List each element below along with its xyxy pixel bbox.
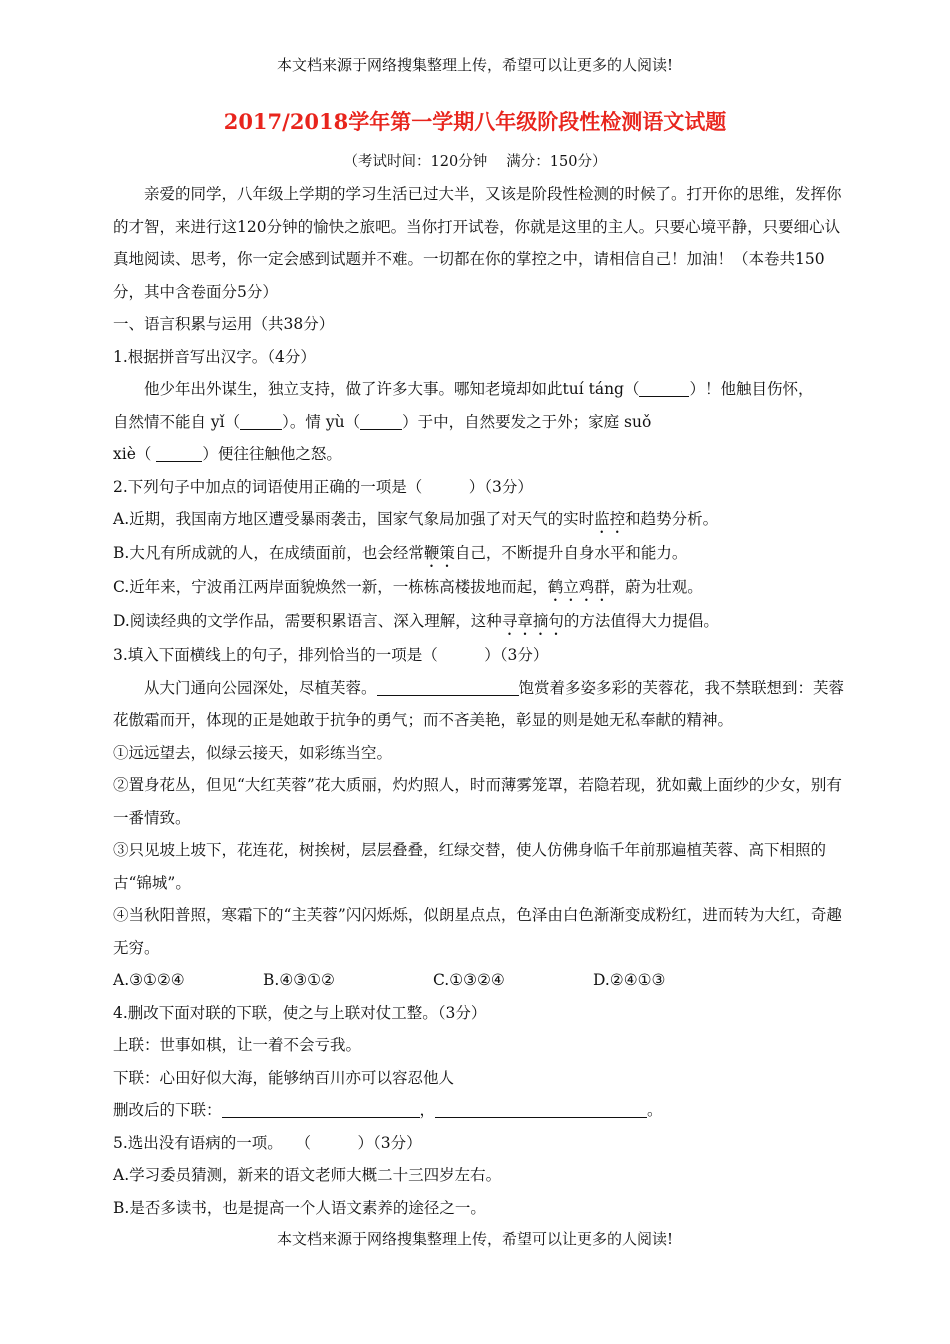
dotted-word: 鞭策 (423, 544, 455, 562)
q3-option-b[interactable]: B.④③①② (263, 971, 335, 989)
q2-text: B.大凡有所成就的人，在成绩面前，也会经常 (113, 544, 424, 562)
intro-paragraph: 亲爱的同学，八年级上学期的学习生活已过大半，又该是阶段性检测的时候了。打开你的思维，发挥你的才智，来进行这120分钟的愉快之旅吧。当你打开试卷，你就是这里的主人。只要心境平静，只要细心认真地阅读、思考，你一定会感到试题并不难。一切都在你的掌控之中，请相信自己！加油！（本卷共150分，其中含卷面分5分） (113, 185, 842, 301)
dotted-word: 鹤立鸡群 (547, 578, 610, 596)
q1-text: ）！他触目伤怀， (689, 380, 814, 398)
q3-passage (113, 672, 845, 737)
q5-option-a: A.学习委员猜测，新来的语文老师大概二十三四岁左右。 (113, 1166, 502, 1184)
q4-upper-couplet: 上联：世事如棋，让一着不会亏我。 (113, 1036, 362, 1054)
q4-punct: ， (419, 1101, 436, 1119)
q3-sentence-2: ②置身花丛，但见“大红芙蓉”花大质丽，灼灼照人，时而薄雾笼罩，若隐若现，犹如戴上面纱的少女，别有一番情致。 (113, 776, 842, 827)
q1-line-1 (113, 373, 845, 406)
q3-stem: 3.填入下面横线上的句子，排列恰当的一项是（ ）（3分） (113, 646, 549, 664)
page-header: 本文档来源于网络搜集整理上传，希望可以让更多的人阅读! (276, 56, 674, 74)
q2-option-a (113, 503, 845, 537)
dotted-word: 监控 (594, 510, 626, 528)
q4-punct: 。 (647, 1101, 663, 1119)
q1-stem: 1.根据拼音写出汉字。（4分） (113, 347, 316, 366)
q4-revised-line (113, 1094, 845, 1127)
q3-option-d[interactable]: D.②④①③ (593, 971, 666, 989)
q1-text: 他少年出外谋生，独立支持，做了许多大事。哪知老境却如此tuí táng（ (144, 380, 640, 398)
q1-line-3 (113, 438, 845, 471)
q2-option-d (113, 605, 845, 639)
q3-sentence-1: ①远远望去，似绿云接天，如彩练当空。 (113, 743, 393, 762)
q1-blank-1[interactable] (639, 378, 689, 397)
q1-text: ）便往往触他之怒。 (202, 445, 342, 463)
page-footer: 本文档来源于网络搜集整理上传，希望可以让更多的人阅读! (276, 1230, 674, 1248)
q3-text: 从大门通向公园深处，尽植芙蓉。 (144, 678, 377, 697)
q1-blank-3[interactable] (360, 411, 402, 430)
q1-line-2 (113, 406, 845, 439)
q2-text: 和趋势分析。 (625, 510, 719, 528)
q4-answer-blank-2[interactable] (435, 1099, 647, 1118)
q4-lower-couplet: 下联：心田好似大海，能够纳百川亦可以容忍他人 (113, 1068, 455, 1087)
section-heading: 一、语言积累与运用（共38分） (113, 315, 335, 333)
q1-text: xiè（ (113, 445, 157, 463)
q2-text: 的方法值得大力提倡。 (563, 612, 719, 630)
q2-text: 自己，不断提升自身水平和能力。 (454, 544, 688, 562)
q4-answer-blank-1[interactable] (222, 1099, 420, 1118)
exam-subtitle: （考试时间：120分钟 满分：150分） (343, 154, 607, 170)
q1-text: 自然情不能自 yǐ（ (113, 412, 241, 431)
q3-answer-blank[interactable] (377, 677, 519, 696)
q2-stem: 2.下列句子中加点的词语使用正确的一项是（ ）（3分） (113, 477, 533, 496)
q3-option-c[interactable]: C.①③②④ (433, 971, 505, 989)
q2-option-b (113, 537, 845, 571)
q1-blank-2[interactable] (240, 411, 282, 430)
q5-option-b: B.是否多读书，也是提高一个人语文素养的途径之一。 (113, 1198, 486, 1217)
q2-text: ，蔚为壮观。 (609, 578, 703, 596)
q1-text: ）。情 yù（ (282, 412, 361, 431)
q2-option-c (113, 571, 845, 605)
q3-sentence-3: ③只见坡上坡下，花连花，树挨树，层层叠叠，红绿交替，使人仿佛身临千年前那遍植芙蓉、高下相照的古“锦城”。 (113, 841, 827, 892)
q4-label: 删改后的下联： (113, 1101, 222, 1119)
q3-sentence-4: ④当秋阳普照，寒霜下的“主芙蓉”闪闪烁烁，似朗星点点，色泽由白色渐渐变成粉红，进而转为大红，奇趣无穷。 (113, 906, 842, 957)
exam-title: 2017/2018学年第一学期八年级阶段性检测语文试题 (223, 109, 727, 134)
q4-stem: 4.删改下面对联的下联，使之与上联对仗工整。（3分） (113, 1003, 487, 1022)
q2-text: C.近年来，宁波甬江两岸面貌焕然一新，一栋栋高楼拔地而起， (113, 578, 548, 596)
dotted-word: 寻章摘句 (501, 612, 564, 630)
q5-stem: 5.选出没有语病的一项。 （ ）（3分） (113, 1133, 422, 1152)
q2-text: A.近期，我国南方地区遭受暴雨袭击，国家气象局加强了对天气的实时 (113, 510, 595, 528)
q3-text: 饱赏着多姿多彩的芙蓉花，我不禁联想到：芙蓉花傲霜而开，体现的正是她敢于抗争的勇气；而不吝美艳，彰显的则是她无私奉献的精神。 (113, 678, 845, 729)
q3-options (113, 964, 845, 997)
q2-text: D.阅读经典的文学作品，需要积累语言、深入理解，这种 (113, 612, 502, 630)
exam-content (113, 178, 845, 1224)
q1-text: ）于中，自然要发之于外；家庭 suǒ (402, 412, 652, 431)
q1-blank-4[interactable] (156, 443, 202, 462)
q3-option-a[interactable]: A.③①②④ (113, 971, 185, 989)
